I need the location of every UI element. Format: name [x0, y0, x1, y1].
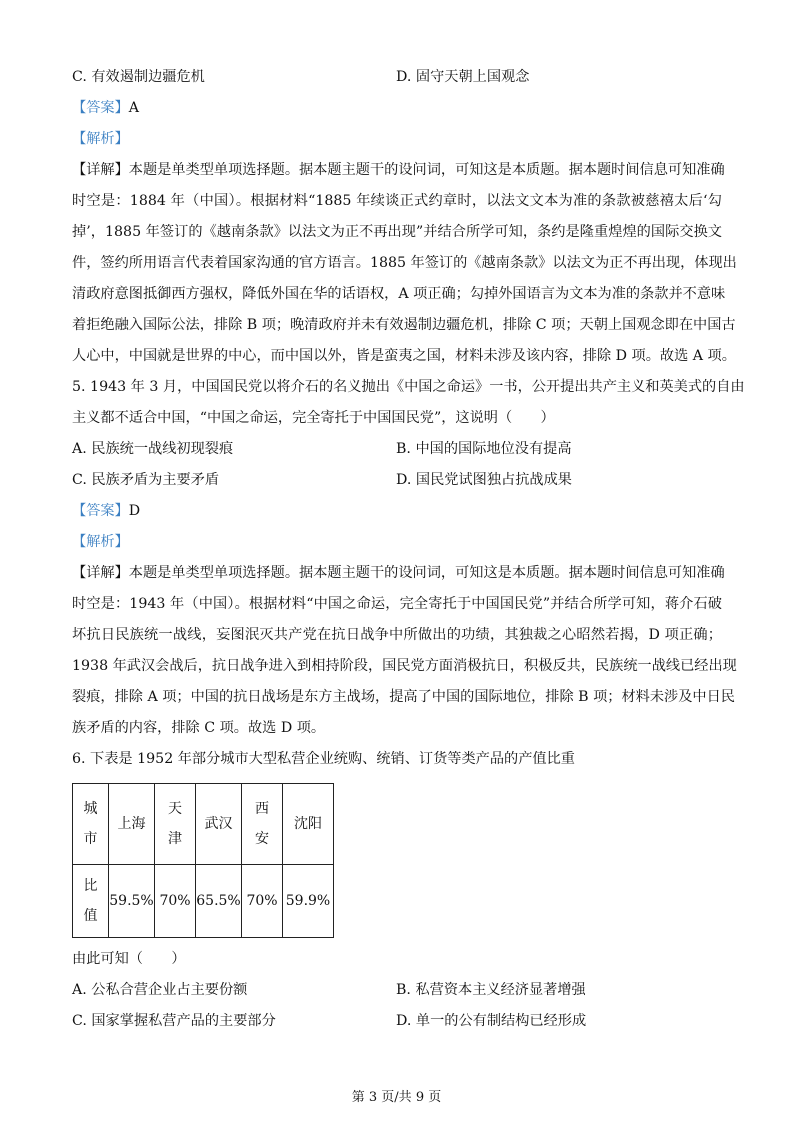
q4-option-d[interactable]: D. 固守天朝上国观念: [396, 69, 530, 85]
q6-option-c[interactable]: C. 国家掌握私营产品的主要部分: [72, 1013, 276, 1029]
table-row-city: [73, 784, 334, 865]
q5-option-d[interactable]: D. 国民党试图独占抗战成果: [396, 472, 572, 488]
q5-options-row-2: [72, 465, 722, 496]
q5-analysis-tag: 【解析】: [72, 534, 129, 550]
q4-answer: [72, 93, 722, 124]
table-row-ratio: [73, 865, 334, 938]
q4-detail-line: 【详解】本题是单类型单项选择题。据本题主题干的设问词，可知这是本质题。据本题时间信息可知准确: [72, 162, 725, 178]
q4-option-c[interactable]: C. 有效遏制边疆危机: [72, 69, 205, 85]
q5-stem: [72, 372, 745, 434]
q5-detail-line: 族矛盾的内容，排除 C 项。故选 D 项。: [72, 720, 326, 736]
q6-option-d[interactable]: D. 单一的公有制结构已经形成: [396, 1013, 587, 1029]
q4-options-row: [72, 62, 722, 93]
q5-stem-line: 5. 1943 年 3 月，中国国民党以将介石的名义抛出《中国之命运》一书，公开提出共产主义和英美式的自由: [72, 379, 745, 395]
q5-detail-line: 时空是：1943 年（中国）。根据材料“中国之命运，完全寄托于中国国民党”并结合所学可知，蒋介石破: [72, 596, 722, 612]
table-cell-city: 沈阳: [283, 784, 334, 865]
table-cell-value: 65.5%: [196, 865, 242, 938]
q6-prompt-text: 由此可知（ ）: [72, 951, 186, 967]
q4-detail-line: 着拒绝融入国际公法，排除 B 项；晚清政府并未有效遏制边疆危机，排除 C 项；天朝上国观念即在中国古: [72, 317, 736, 333]
q6-options-row-2: [72, 1006, 722, 1037]
table-cell-value: 59.9%: [283, 865, 334, 938]
q4-detail-line: 时空是：1884 年（中国）。根据材料“1885 年续谈正式约章时，以法文文本为准的条款被慈禧太后‘勾: [72, 193, 722, 209]
q5-answer-tag: 【答案】: [72, 503, 129, 519]
q5-option-b[interactable]: B. 中国的国际地位没有提高: [396, 441, 572, 457]
table-cell-city: 武汉: [196, 784, 242, 865]
q6-options-row-1: [72, 975, 722, 1006]
table-header-city: 城 市: [73, 784, 109, 865]
q5-detail-line: 1938 年武汉会战后，抗日战争进入到相持阶段，国民党方面消极抗日，积极反共，民族统一战线已经出现: [72, 658, 737, 674]
page-content: [72, 62, 745, 1037]
table-header-ratio: 比 值: [73, 865, 109, 938]
q5-answer-value: D: [128, 503, 141, 519]
q6-prompt: [72, 944, 722, 975]
q5-detail-line: 裂痕，排除 A 项；中国的抗日战场是东方主战场，提高了中国的国际地位，排除 B 项；材料未涉及中日民: [72, 689, 735, 705]
q4-answer-value: A: [128, 100, 140, 116]
q4-analysis-heading: [72, 124, 722, 155]
q6-data-table: [72, 783, 334, 938]
q5-option-c[interactable]: C. 民族矛盾为主要矛盾: [72, 472, 220, 488]
q5-options-row-1: [72, 434, 722, 465]
table-cell-value: 70%: [155, 865, 196, 938]
q5-option-a[interactable]: A. 民族统一战线初现裂痕: [72, 441, 234, 457]
page-footer: 第 3 页/共 9 页: [351, 1090, 442, 1105]
q4-detail-line: 人心中，中国就是世界的中心，而中国以外，皆是蛮夷之国，材料未涉及该内容，排除 D 项。故选 A 项。: [72, 348, 736, 364]
q6-option-a[interactable]: A. 公私合营企业占主要份额: [72, 982, 248, 998]
q5-detail-line: 坏抗日民族统一战线，妄图泯灭共产党在抗日战争中所做出的功绩，其独裁之心昭然若揭，D 项正确；: [72, 627, 722, 643]
q6-stem-text: 6. 下表是 1952 年部分城市大型私营企业统购、统销、订货等类产品的产值比重: [72, 751, 575, 767]
q5-stem-line: 主义都不适合中国，“中国之命运，完全寄托于中国国民党”，这说明（ ）: [72, 410, 555, 426]
q4-detail-line: 件，签约所用语言代表着国家沟通的官方语言。1885 年签订的《越南条款》以法文为正不再出现，体现出: [72, 255, 737, 271]
q4-detail-paragraph: [72, 155, 737, 372]
q4-analysis-tag: 【解析】: [72, 131, 129, 147]
q4-answer-tag: 【答案】: [72, 100, 129, 116]
q4-detail-line: 掉’，1885 年签订的《越南条款》以法文为正不再出现”并结合所学可知，条约是隆重煌煌的国际交换文: [72, 224, 722, 240]
q5-answer: [72, 496, 722, 527]
table-cell-city: 上海: [109, 784, 155, 865]
q6-option-b[interactable]: B. 私营资本主义经济显著增强: [396, 982, 586, 998]
q5-detail-line: 【详解】本题是单类型单项选择题。据本题主题干的设问词，可知这是本质题。据本题时间信息可知准确: [72, 565, 725, 581]
table-cell-value: 70%: [242, 865, 283, 938]
q4-detail-line: 清政府意图抵御西方强权，降低外国在华的话语权，A 项正确；勾掉外国语言为文本为准的条款并不意味: [72, 286, 726, 302]
table-cell-city: 西 安: [242, 784, 283, 865]
q5-detail-paragraph: [72, 558, 737, 744]
q5-analysis-heading: [72, 527, 722, 558]
table-cell-city: 天 津: [155, 784, 196, 865]
table-cell-value: 59.5%: [109, 865, 155, 938]
q6-stem: [72, 744, 722, 775]
